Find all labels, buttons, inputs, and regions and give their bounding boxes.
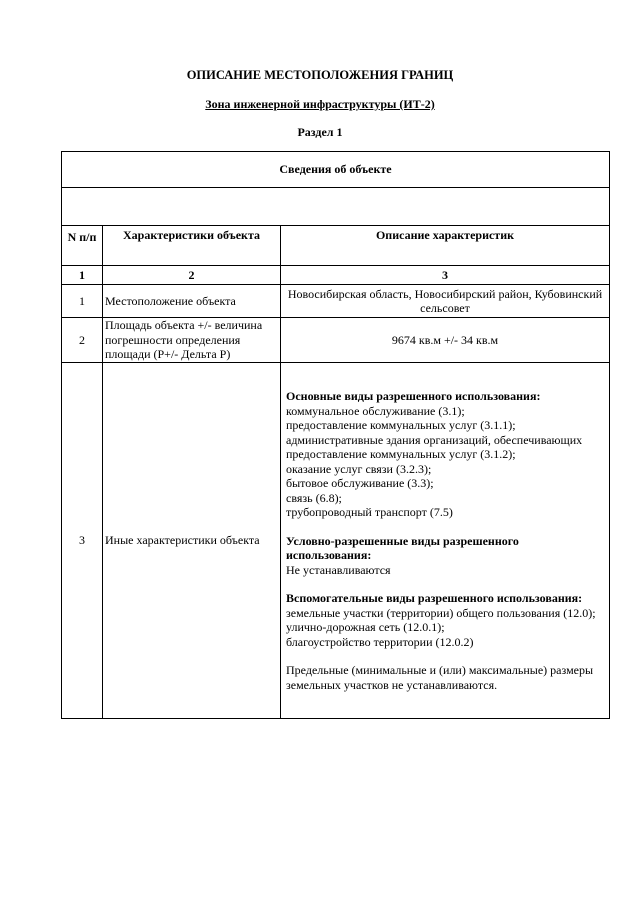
table-row [62, 285, 610, 318]
object-info-table [61, 151, 610, 719]
col-number-2: 2 [103, 266, 281, 285]
aux-use-item: улично-дорожная сеть (12.0.1); [286, 620, 445, 634]
main-use-item: бытовое обслуживание (3.3); [286, 476, 434, 490]
table-row [62, 363, 610, 719]
row-number: 2 [62, 318, 103, 363]
section-label: Раздел 1 [297, 125, 343, 139]
main-use-item: оказание услуг связи (3.2.3); [286, 461, 432, 476]
conditional-uses-value: Не устанавливаются [286, 562, 391, 577]
row-number: 1 [62, 285, 103, 318]
main-use-item: связь (6.8); [286, 490, 342, 505]
col-number-3: 3 [281, 266, 610, 285]
empty-cell [62, 188, 610, 226]
main-use-item: предоставление коммунальных услуг (3.1.1); [286, 418, 516, 432]
aux-uses-block [286, 591, 606, 649]
row-characteristic: Иные характеристики объекта [103, 363, 281, 719]
main-use-item: административные здания организаций, обеспечивающих предоставление коммунальных услуг (3.1.2); [286, 432, 583, 461]
row-characteristic: Местоположение объекта [103, 285, 281, 318]
limits-block [286, 663, 606, 692]
conditional-uses-heading: Условно-разрешенные виды разрешенного использования: [286, 533, 519, 562]
size-limits-text: Предельные (минимальные и (или) максимальные) размеры земельных участков не устанавливаются. [286, 663, 594, 692]
col-header-characteristic: Характеристики объекта [103, 226, 281, 266]
document-title: ОПИСАНИЕ МЕСТОПОЛОЖЕНИЯ ГРАНИЦ [186, 68, 454, 82]
row-characteristic: Площадь объекта +/- величина погрешности определения площади (Р+/- Дельта Р) [103, 318, 281, 363]
conditional-uses-block [286, 534, 606, 578]
aux-uses-heading: Вспомогательные виды разрешенного использования: [286, 591, 583, 605]
col-header-description: Описание характеристик [281, 226, 610, 266]
main-uses-block [286, 389, 606, 520]
aux-use-item: земельные участки (территории) общего пользования (12.0); [286, 605, 596, 620]
table-row [62, 318, 610, 363]
table-caption: Сведения об объекте [62, 152, 610, 188]
other-characteristics-cell [281, 363, 610, 719]
col-number-1: 1 [62, 266, 103, 285]
row-description: Новосибирская область, Новосибирский район, Кубовинский сельсовет [281, 285, 610, 318]
empty-row [62, 188, 610, 226]
main-uses-heading: Основные виды разрешенного использования: [286, 389, 541, 403]
aux-use-item: благоустройство территории (12.0.2) [286, 634, 474, 649]
col-header-n: N п/п [62, 226, 103, 266]
zone-subtitle: Зона инженерной инфраструктуры (ИТ-2) [205, 97, 435, 111]
row-number: 3 [62, 363, 103, 719]
row-description: 9674 кв.м +/- 34 кв.м [281, 318, 610, 363]
main-use-item: трубопроводный транспорт (7.5) [286, 505, 453, 519]
main-use-item: коммунальное обслуживание (3.1); [286, 403, 465, 418]
header-row [62, 226, 610, 266]
column-number-row [62, 266, 610, 285]
table-caption-row [62, 152, 610, 188]
